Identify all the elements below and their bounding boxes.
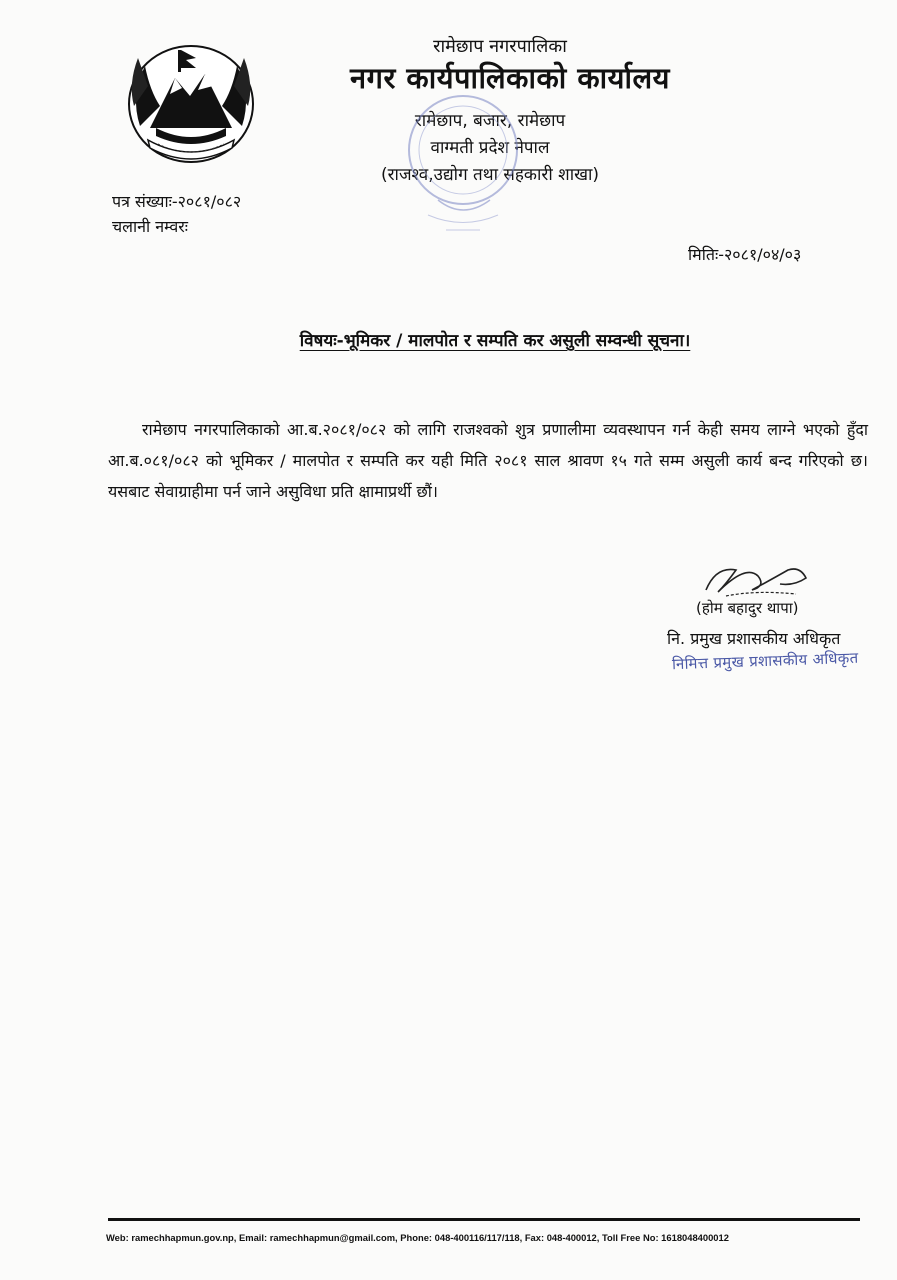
notice-body: रामेछाप नगरपालिकाको आ.ब.२०८१/०८२ को लागि राजश्वको शुत्र प्रणालीमा व्यवस्थापन गर्न केही समय लाग्ने भएको हुँदा आ.ब.०८१/०८२ को भूमिकर / मालपोत र सम्पति कर यही मिति २०८१ साल श्रावण १५ गते सम्म असुली कार्य बन्द गरिएको छ। यसबाट सेवाग्राहीमा पर्न जाने असुविधा प्रति क्षामाप्रर्थी छौं। bbox=[108, 420, 868, 501]
office-address: रामेछाप, बजार, रामेछाप bbox=[414, 111, 566, 131]
footer-divider bbox=[108, 1218, 860, 1221]
subject-line: विषयः-भूमिकर / मालपोत र सम्पति कर असुली सम्वन्धी सूचना। bbox=[299, 331, 691, 351]
office-title: नगर कार्यपालिकाको कार्यालय bbox=[350, 61, 670, 95]
letter-number: पत्र संख्याः-२०८१/०८२ bbox=[112, 192, 242, 211]
office-section: (राजश्व,उद्योग तथा सहकारी शाखा) bbox=[380, 165, 600, 185]
municipality-name: रामेछाप नगरपालिका bbox=[433, 36, 567, 57]
signatory-name: (होम बहादुर थापा) bbox=[696, 599, 799, 617]
letter-date: मितिः-२०८१/०४/०३ bbox=[688, 245, 802, 264]
dispatch-number: चलानी नम्वरः bbox=[112, 217, 189, 236]
handwritten-signature-icon bbox=[696, 556, 816, 604]
footer-contact: Web: ramechhapmun.gov.np, Email: ramechhapmun@gmail.com, Phone: 048-400116/117/118, Fax: 048-400012, Toll Free No: 1618048400012 bbox=[106, 1232, 729, 1243]
office-stamp-icon bbox=[398, 80, 528, 240]
signatory-stamp-text: निमित्त प्रमुख प्रशासकीय अधिकृत bbox=[671, 648, 859, 674]
office-province: वाग्मती प्रदेश नेपाल bbox=[430, 138, 550, 158]
signatory-title: नि. प्रमुख प्रशासकीय अधिकृत bbox=[667, 629, 841, 648]
nepal-emblem-icon bbox=[120, 36, 262, 168]
